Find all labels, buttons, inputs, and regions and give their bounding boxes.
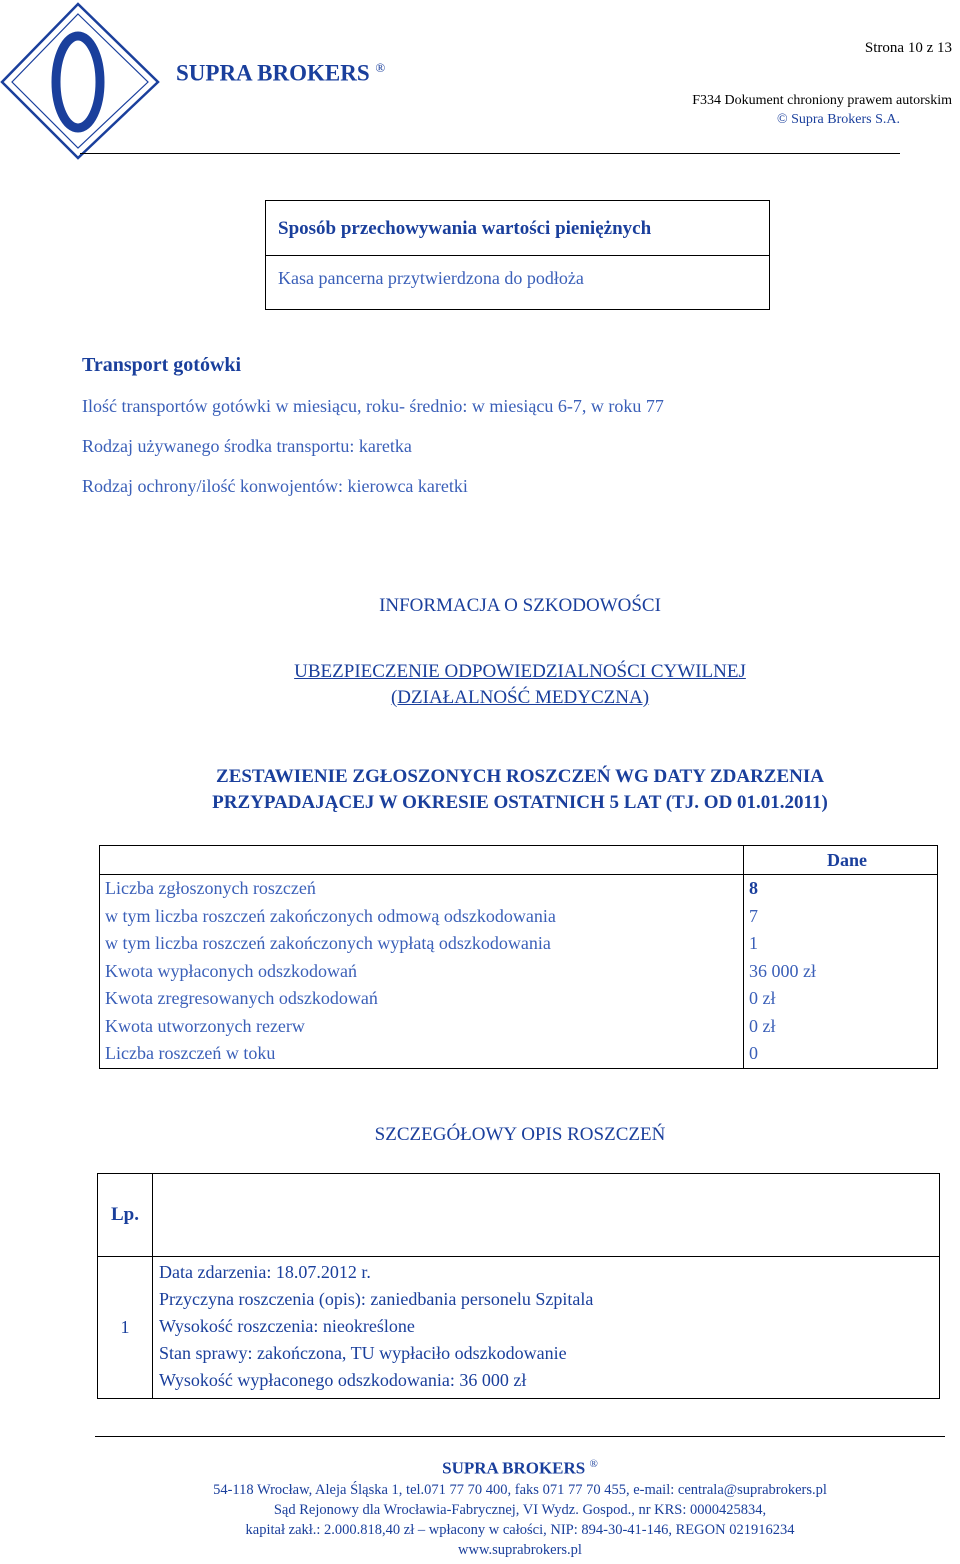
registered-mark: ® [375,60,386,75]
transport-line: Ilość transportów gotówki w miesiącu, roku- średnio: w miesiącu 6-7, w roku 77 [82,396,664,416]
details-heading: SZCZEGÓŁOWY OPIS ROSZCZEŃ [374,1124,666,1145]
table-header-row [98,1174,940,1257]
storage-box [265,200,770,310]
copyright-notice: F334 Dokument chroniony prawem autorskim [692,93,952,108]
claim-description: Data zdarzenia: 18.07.2012 r. Przyczyna roszczenia (opis): zaniedbania personelu Szpitala Wysokość roszczenia: nieokreślone Stan sprawy: zakończona, TU wypłaciło odszkodowanie Wysokość wypłaconego odszkodowania: 36 000 zł [153,1257,940,1399]
transport-line: Rodzaj ochrony/ilość konwojentów: kierowca karetki [82,476,468,496]
footer-address: 54-118 Wrocław, Aleja Śląska 1, tel.071 77 70 400, faks 071 77 70 455, e-mail: centrala@suprabrokers.pl [213,1482,827,1498]
header-brand: SUPRA BROKERS ® [176,60,386,86]
footer-court-registry: Sąd Rejonowy dla Wrocławia-Fabrycznej, VI Wydz. Gospod., nr KRS: 0000425834, [273,1502,767,1518]
info-subheading: UBEZPIECZENIE ODPOWIEDZIALNOŚCI CYWILNEJ [294,661,746,682]
footer-capital: kapitał zakł.: 2.000.818,40 zł – wpłacony w całości, NIP: 894-30-41-146, REGON 021916234 [245,1522,795,1538]
transport-title: Transport gotówki [82,354,242,376]
transport-line: Rodzaj używanego środka transportu: karetka [82,436,412,456]
table-row: Kwota utworzonych rezerw 0 zł [100,1013,938,1041]
table-row [98,1257,940,1399]
page-number: Strona 10 z 13 [864,40,952,56]
summary-title: ZESTAWIENIE ZGŁOSZONYCH ROSZCZEŃ WG DATY ZDARZENIA [216,766,824,787]
column-header-lp: Lp. [98,1174,153,1257]
table-row: Liczba roszczeń w toku 0 [100,1040,938,1068]
footer-website: www.suprabrokers.pl [458,1542,582,1558]
table-row: Liczba zgłoszonych roszczeń 8 [100,875,938,903]
details-table [97,1173,940,1399]
supra-brokers-logo [0,0,170,160]
footer-divider [95,1436,945,1437]
header-divider [80,153,900,154]
row-number: 1 [98,1257,153,1399]
table-header-row [100,846,938,875]
info-subheading: (DZIAŁALNOŚĆ MEDYCZNA) [390,687,650,708]
table-row: w tym liczba roszczeń zakończonych odmową odszkodowania 7 [100,903,938,931]
column-header-dane: Dane [744,846,938,875]
storage-value: Kasa pancerna przytwierdzona do podłoża [278,268,584,288]
table-row: Kwota wypłaconych odszkodowań 36 000 zł [100,958,938,986]
summary-table [99,845,938,1069]
table-row: w tym liczba roszczeń zakończonych wypłatą odszkodowania 1 [100,930,938,958]
info-heading: INFORMACJA O SZKODOWOŚCI [379,595,661,616]
copyright-owner: © Supra Brokers S.A. [776,112,900,127]
summary-title: PRZYPADAJĄCEJ W OKRESIE OSTATNICH 5 LAT (TJ. OD 01.01.2011) [212,792,828,813]
footer-brand: SUPRA BROKERS ® [442,1458,598,1478]
storage-title: Sposób przechowywania wartości pieniężnych [278,218,652,239]
table-row: Kwota zregresowanych odszkodowań 0 zł [100,985,938,1013]
